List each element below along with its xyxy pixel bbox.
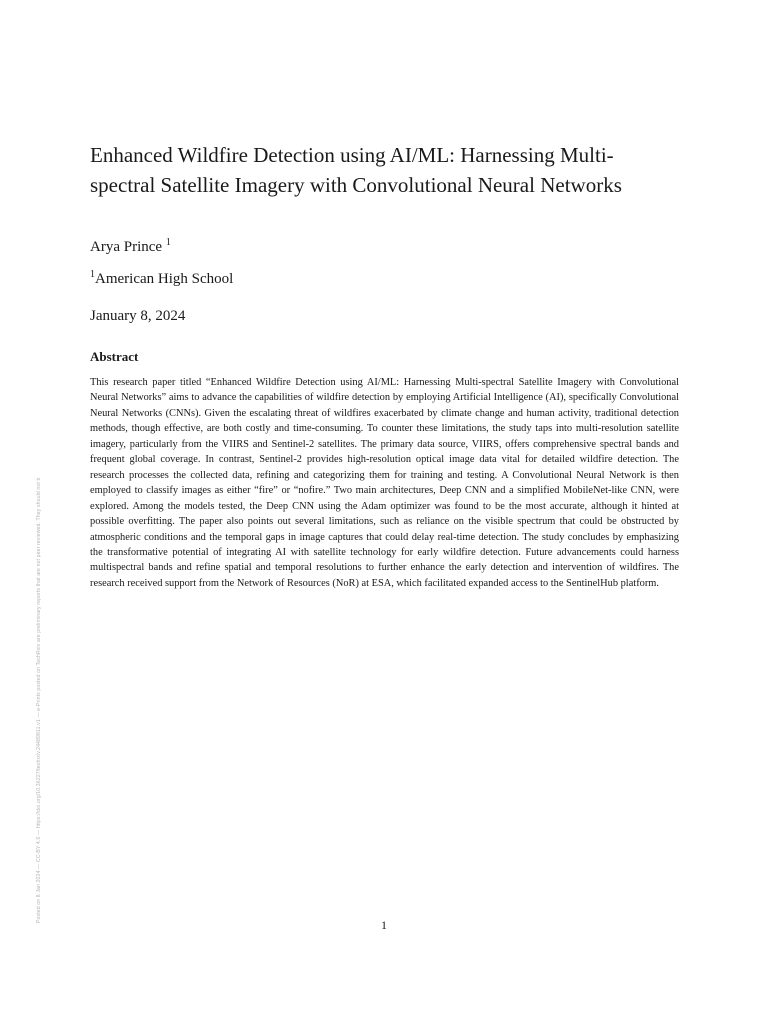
author-line [90, 237, 171, 257]
affiliation-name: American High School [95, 271, 234, 287]
side-watermark: Posted on 8 Jan 2024 — CC-BY 4.0 — https://doi.org/10.36227/techrxiv.24489811.v1 — e-Prints posted on TechRxiv are preliminary reports that are not peer reviewed. They should not b [36, 477, 42, 923]
paper-title: Enhanced Wildfire Detection using AI/ML: Harnessing Multi-spectral Satellite Imagery with Convolutional Neural Networks [90, 143, 622, 197]
abstract-body: This research paper titled “Enhanced Wildfire Detection using AI/ML: Harnessing Multi-spectral Satellite Imagery with Convolutional Neural Networks” aims to advance the capabilities of wildfire detection by employing Artificial Intelligence (AI), specifically Convolutional Neural Networks (CNNs). Given the escalating threat of wildfires exacerbated by climate change and human activity, traditional detection methods, though effective, are both costly and time-consuming. To counter these limitations, the study taps into multi-resolution satellite imagery, particularly from the VIIRS and Sentinel-2 satellites. The primary data source, VIIRS, offers comprehensive spectral bands and frequent global coverage. In contrast, Sentinel-2 provides high-resolution optical image data vital for detailed wildfire detection. The research processes the collected data, refining and categorizing them for training and testing. A Convolutional Neural Network is then employed to classify images as either “fire” or “nofire.” Two main architectures, Deep CNN and a simplified MobileNet-like CNN, were explored. Among the models tested, the Deep CNN using the Adam optimizer was found to be the most accurate, although it hinted at possible overfitting. The paper also points out several limitations, such as reliance on the visible spectrum that could be obstructed by atmospheric conditions and the temporal gaps in image captures that could delay real-time detection. The study concludes by emphasizing the transformative potential of integrating AI with satellite technology for early wildfire detection. Future advancements could harness multispectral bands and refine spatial and temporal resolutions to further enhance the early detection and intervention of wildfires. The research received support from the Network of Resources (NoR) at ESA, which facilitated expanded access to the SentinelHub platform. [90, 377, 679, 589]
author-name: Arya Prince [90, 239, 163, 255]
page-number: 1 [381, 918, 387, 932]
abstract-heading: Abstract [90, 349, 139, 364]
affiliation-line [90, 269, 233, 289]
author-affiliation-mark: 1 [165, 237, 171, 248]
publication-date: January 8, 2024 [90, 308, 186, 324]
affiliation-mark: 1 [90, 269, 95, 280]
